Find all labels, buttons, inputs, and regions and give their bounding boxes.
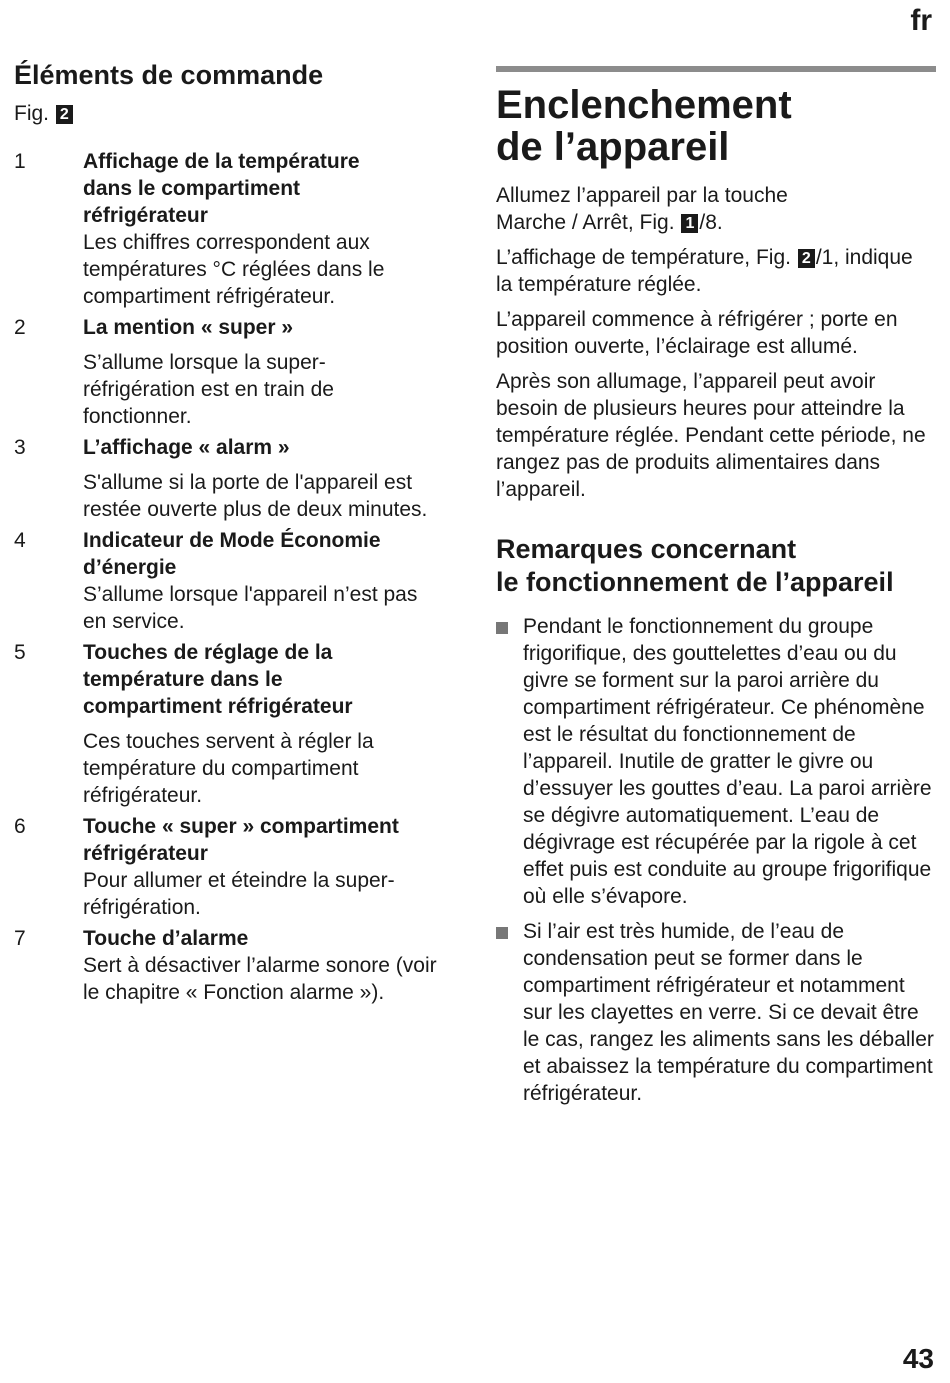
para-text: /1, indique la température réglée. (496, 246, 913, 296)
figure-number-badge: 2 (56, 105, 73, 124)
item-description: Ces touches servent à régler la température du compartiment réfrigérateur. (83, 730, 374, 807)
item-heading: Touche « super » compartiment réfrigérateur (83, 815, 399, 865)
item-number: 2 (14, 316, 26, 339)
item-number: 4 (14, 529, 26, 552)
bullet-item (496, 918, 936, 1107)
item-number: 1 (14, 150, 26, 173)
list-item (14, 813, 454, 921)
item-description: Pour allumer et éteindre la super-réfrigération. (83, 869, 395, 919)
subtitle-line-2: le fonctionnement de l’appareil (496, 567, 894, 597)
bullet-text: Si l’air est très humide, de l’eau de condensation peut se former dans le compartiment réfrigérateur et notamment sur les clayettes en verre. Si ce devait être le cas, rangez les aliments sans les déballer et abaissez la température du compartiment réfrigérateur. (523, 920, 934, 1105)
paragraph-cooling: L’appareil commence à réfrigérer ; porte en position ouverte, l’éclairage est allumé. (496, 308, 898, 358)
paragraph-temperature-display (496, 244, 916, 298)
page-number: 43 (902, 1343, 934, 1374)
item-description: Les chiffres correspondent aux températures °C réglées dans le compartiment réfrigérateur. (83, 231, 385, 308)
title-line-2: de l’appareil (496, 125, 730, 169)
remarks-title (496, 533, 936, 599)
controls-section (14, 58, 454, 1010)
item-description: S'allume si la porte de l'appareil est restée ouverte plus de deux minutes. (83, 471, 428, 521)
bullet-text: Pendant le fonctionnement du groupe frigorifique, des gouttelettes d’eau ou du givre se forment sur la paroi arrière du compartiment réfrigérateur. Ce phénomène est le résultat du fonctionnement de l’appareil. Inutile de gratter le givre ou d’essuyer les gouttes d’eau. La paroi arrière se dégivre automatiquement. L’eau de dégivrage est récupérée par la rigole à cet effet puis est conduite au groupe frigorifique où elle s’évapore. (523, 615, 932, 908)
item-description: S’allume lorsque l'appareil n’est pas en service. (83, 583, 418, 633)
item-heading: L’affichage « alarm » (83, 436, 290, 459)
item-heading: Affichage de la température dans le compartiment réfrigérateur (83, 150, 360, 227)
item-description: S’allume lorsque la super-réfrigération est en train de fonctionner. (83, 351, 334, 428)
list-item (14, 434, 454, 523)
operation-section (496, 66, 936, 1115)
controls-list (14, 148, 454, 1006)
figure-reference (14, 100, 454, 128)
item-number: 7 (14, 927, 26, 950)
item-heading: Indicateur de Mode Économie d’énergie (83, 529, 381, 579)
paragraph-after-switch-on: Après son allumage, l’appareil peut avoir besoin de plusieurs heures pour atteindre la température réglée. Pendant cette période, ne rangez pas de produits alimentaires dans l’appareil. (496, 370, 926, 501)
paragraph-switch-on (496, 182, 846, 236)
para-text: Allumez l’appareil par la touche Marche / Arrêt, Fig. (496, 184, 788, 234)
title-line-1: Enclenchement (496, 83, 792, 127)
controls-title: Éléments de commande (14, 60, 324, 90)
list-item (14, 148, 454, 310)
bullet-square-icon (496, 613, 523, 910)
bullet-square-icon (496, 918, 523, 1107)
para-text: L’affichage de température, Fig. (496, 246, 797, 269)
list-item (14, 527, 454, 635)
item-description: Sert à désactiver l’alarme sonore (voir le chapitre « Fonction alarme »). (83, 954, 437, 1004)
list-item (14, 314, 454, 430)
item-number: 3 (14, 436, 26, 459)
page-title (496, 84, 936, 168)
bullet-item (496, 613, 936, 910)
language-label: fr (910, 4, 932, 37)
list-item (14, 639, 454, 809)
item-heading: La mention « super » (83, 316, 294, 339)
item-number: 6 (14, 815, 26, 838)
item-heading: Touche d’alarme (83, 927, 249, 950)
section-divider (496, 66, 936, 72)
para-text: /8. (699, 211, 723, 234)
figure-number-badge: 2 (798, 249, 815, 268)
fig-prefix: Fig. (14, 102, 50, 125)
item-heading: Touches de réglage de la température dans le compartiment réfrigérateur (83, 641, 353, 718)
subtitle-line-1: Remarques concernant (496, 534, 797, 564)
list-item (14, 925, 454, 1006)
item-number: 5 (14, 641, 26, 664)
figure-number-badge: 1 (681, 214, 698, 233)
